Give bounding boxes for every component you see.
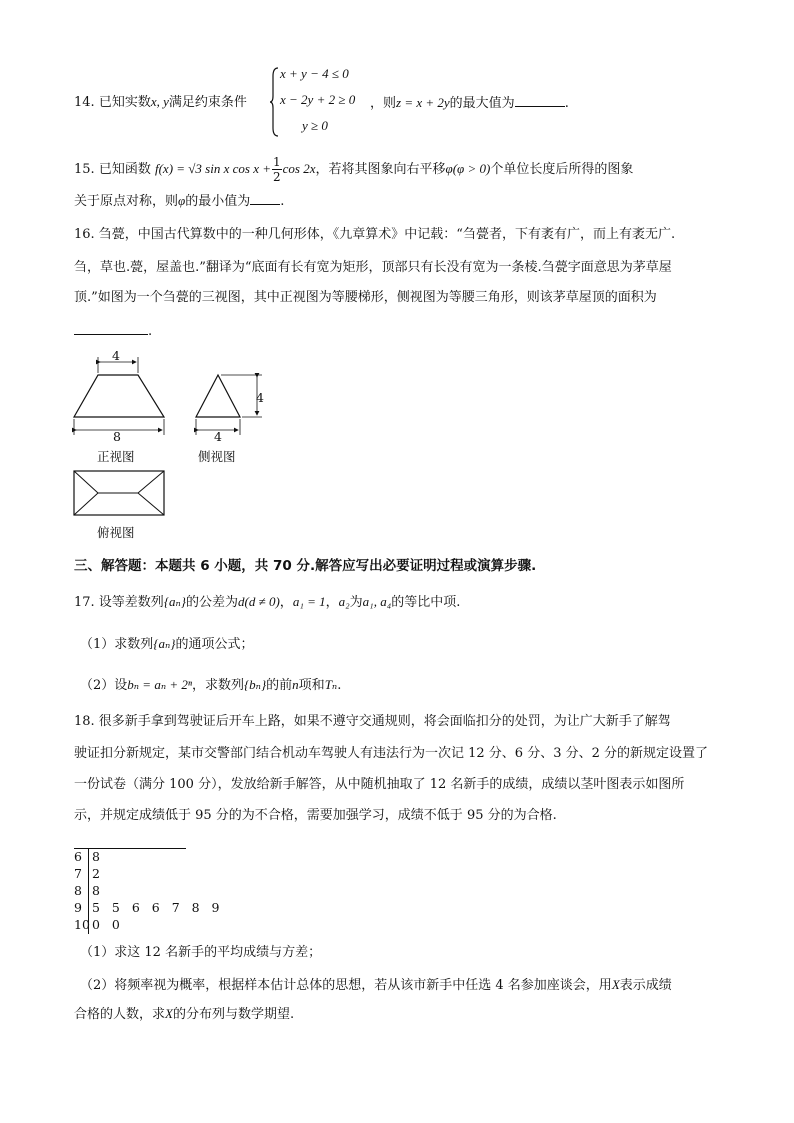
q16-line1: 16. 刍甍，中国古代算数中的一种几何形体，《九章算术》中记载：“刍甍者，下有袤有广，而上有袤无广.	[74, 227, 676, 242]
q18-part2-line1: （2）将频率视为概率，根据样本估计总体的思想，若从该市新手中任选 4 名参加座谈会，用X表示成绩	[80, 977, 672, 993]
left-brace-icon	[270, 66, 280, 138]
top-view-rectangle	[74, 471, 164, 515]
q17-line1: 17. 设等差数列{aₙ}的公差为d(d ≠ 0)，a₁ = 1，a₂为a₁, a₄的等比中项.	[74, 594, 461, 610]
q18-part2-line2: 合格的人数，求X的分布列与数学期望.	[74, 1006, 295, 1022]
section3-heading: 三、解答题：本题共 6 小题，共 70 分.解答应写出必要证明过程或演算步骤.	[74, 558, 537, 574]
stem-row: 7 2	[74, 866, 104, 881]
q14-line-tail: ，则z = x + 2y的最大值为 .	[370, 92, 569, 114]
stem-row: 9 5 5 6 6 7 8 9	[74, 900, 224, 915]
q14-answer-blank	[515, 92, 565, 107]
q17-part2: （2）设bₙ = aₙ + 2ⁿ，求数列{bₙ}的前n项和Tₙ.	[80, 677, 342, 693]
q14-constraint-3: y ≥ 0	[302, 118, 328, 133]
stem-row: 8 8	[74, 883, 104, 898]
stem-row: 6 8	[74, 849, 104, 864]
q18-line1: 18. 很多新手拿到驾驶证后开车上路，如果不遵守交通规则，将会面临扣分的处罚，为让广大新手了解驾	[74, 714, 671, 729]
q18-part1: （1）求这 12 名新手的平均成绩与方差；	[80, 945, 322, 960]
side-view-caption: 侧视图	[198, 449, 236, 464]
top-view-caption: 俯视图	[97, 525, 135, 540]
q15-fraction: $\frac{1}{2}$	[273, 155, 281, 184]
front-top-dim-label: 4	[112, 348, 120, 363]
stem-row: 10 0 0	[74, 917, 124, 932]
front-bottom-dim-label: 8	[113, 429, 121, 444]
side-height-dim-label: 4	[256, 390, 264, 405]
q15-line2: 关于原点对称，则φ的最小值为 .	[74, 190, 284, 212]
q14-constraint-1: x + y − 4 ≤ 0	[280, 66, 349, 81]
side-view-triangle	[196, 375, 262, 435]
q15-line1: 15. 已知函数 f(x) = √3 sin x cos x + $\frac{1}{2}$ cos 2x，若将其图象向右平移φ(φ > 0)个单位长度后所得的图象	[74, 155, 634, 184]
front-view-trapezoid	[74, 357, 164, 435]
q18-line3: 一份试卷（满分 100 分），发放给新手解答，从中随机抽取了 12 名新手的成绩，成绩以茎叶图表示如图所	[74, 777, 685, 792]
q14-line: 14. 已知实数x, y满足约束条件	[74, 94, 247, 110]
front-view-caption: 正视图	[97, 449, 135, 464]
q16-answer-blank	[74, 320, 148, 335]
q14-constraint-2: x − 2y + 2 ≥ 0	[280, 92, 356, 107]
q16-line4: .	[74, 320, 152, 342]
q16-line2: 刍，草也.甍，屋盖也.”翻译为“底面有长有宽为矩形，顶部只有长没有宽为一条棱.刍甍字面意思为茅草屋	[74, 260, 672, 275]
q18-line2: 驶证扣分新规定，某市交警部门结合机动车驾驶人有违法行为一次记 12 分、6 分、3 分、2 分的新规定设置了	[74, 746, 709, 761]
q16-line3: 顶.”如图为一个刍甍的三视图，其中正视图为等腰梯形，侧视图为等腰三角形，则该茅草屋顶的面积为	[74, 290, 657, 305]
q17-part1: （1）求数列{aₙ}的通项公式；	[80, 636, 254, 652]
q15-answer-blank	[250, 190, 280, 205]
three-view-figure	[66, 345, 286, 545]
side-base-dim-label: 4	[214, 429, 222, 444]
q18-line4: 示，并规定成绩低于 95 分的为不合格，需要加强学习，成绩不低于 95 分的为合格.	[74, 808, 557, 823]
